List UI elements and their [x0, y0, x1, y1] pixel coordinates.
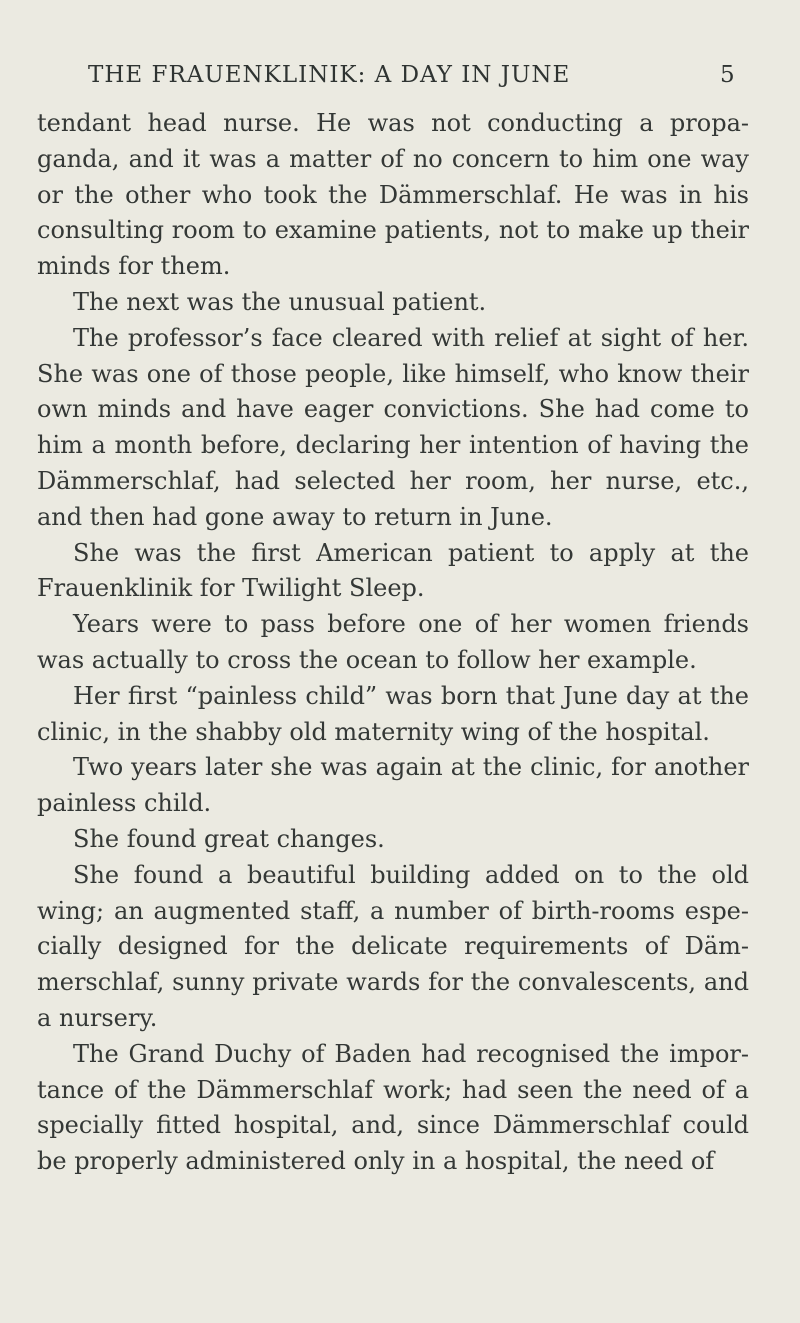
paragraph: Years were to pass before one of her women friends was actually to cross the ocean to follow her example. — [37, 610, 749, 674]
paragraph: tendant head nurse. He was not conducting a propaganda, and it was a matter of no concern to him one way or the other who took the Dämmerschlaf. He was in his consulting room to examine patients, not to make up their minds for them. — [37, 109, 749, 281]
paragraph: She was the first American patient to apply at the Frauenklinik for Twilight Sleep. — [37, 538, 749, 603]
paragraph: Her first “painless child” was born that June day at the clinic, in the shabby old maternity wing of the hospital. — [37, 681, 749, 746]
body-text — [37, 106, 749, 1180]
paragraph: The next was the unusual patient. — [73, 287, 487, 316]
paragraph: She found a beautiful building added on to the old wing; an augmented staff, a number of birth-rooms especially designed for the delicate requirements of Dämmerschlaf, sunny private wards for the convalescents, and a nursery. — [37, 860, 749, 1032]
page-number: 5 — [720, 62, 735, 88]
running-head — [0, 62, 800, 98]
paragraph: She found great changes. — [73, 824, 385, 853]
paragraph: The professor’s face cleared with relief at sight of her. She was one of those people, like himself, who know their own minds and have eager convictions. She had come to him a month before, declaring her intention of having the Dämmerschlaf, had selected her room, her nurse, etc., and then had gone away to return in June. — [37, 323, 749, 531]
paragraph: The Grand Duchy of Baden had recognised the importance of the Dämmerschlaf work; had seen the need of a specially fitted hospital, and, since Dämmerschlaf could be properly administered only in a hospital, the need of — [37, 1039, 749, 1176]
running-title: THE FRAUENKLINIK: A DAY IN JUNE — [88, 62, 571, 88]
paragraph: Two years later she was again at the clinic, for another painless child. — [37, 753, 749, 818]
